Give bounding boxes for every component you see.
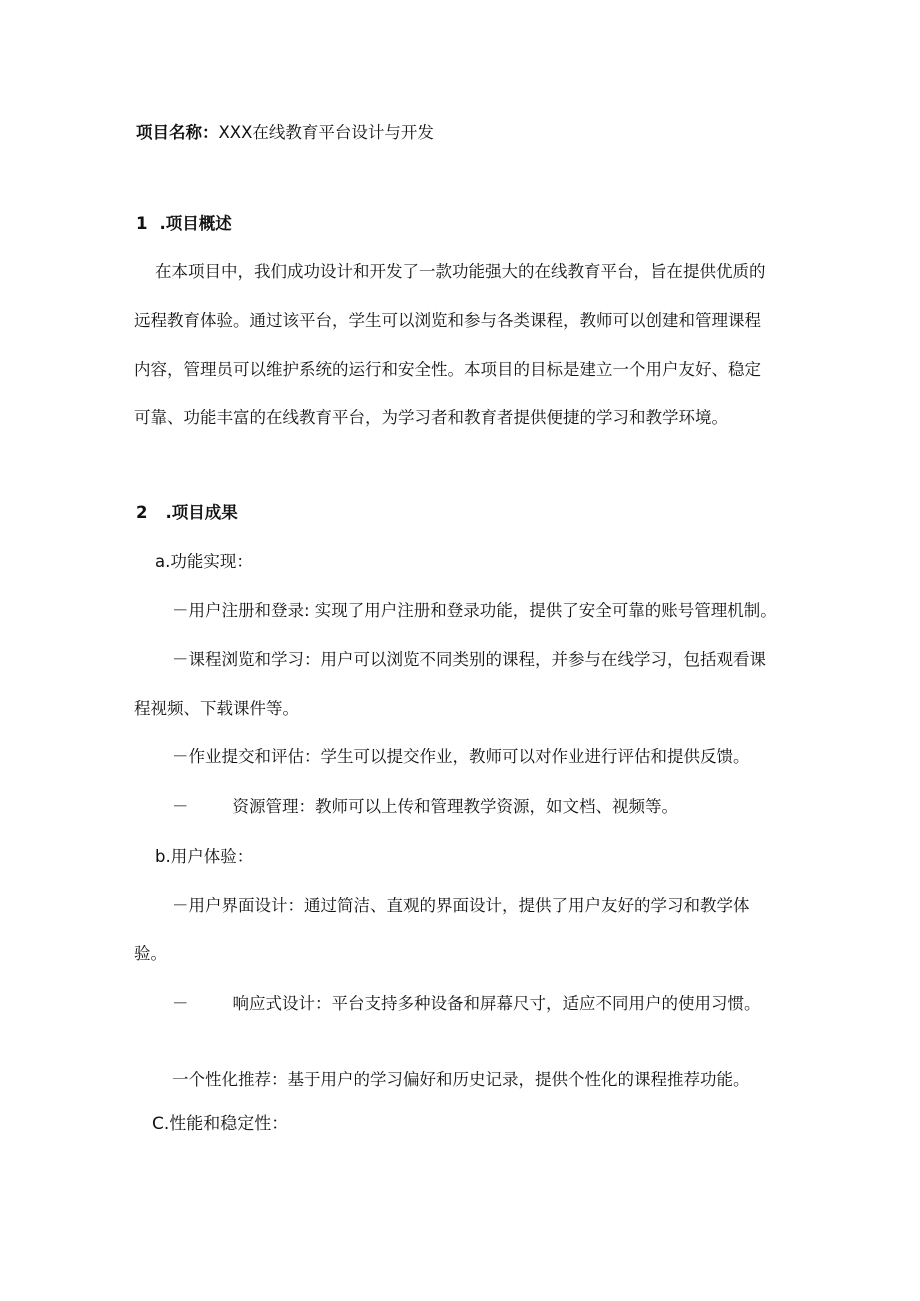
list-dash: － [172, 650, 189, 669]
experience-item [172, 894, 750, 918]
section-1-paragraph-line-4: 可靠、功能丰富的在线教育平台，为学习者和教育者提供便捷的学习和教学环境。 [134, 408, 728, 427]
list-dash: － [172, 797, 189, 816]
section-1-number: 1 [136, 214, 148, 233]
project-title [136, 121, 434, 145]
section-1-paragraph-line-3: 内容，管理员可以维护系统的运行和安全性。本项目的目标是建立一个用户友好、稳定 [134, 360, 761, 379]
project-label: 项目名称： [136, 123, 219, 142]
section-1-paragraph-line-2: 远程教育体验。通过该平台，学生可以浏览和参与各类课程，教师可以创建和管理课程 [134, 311, 761, 330]
subsection-c-heading: C.性能和稳定性： [152, 1114, 289, 1134]
list-dash: － [172, 747, 189, 766]
subsection-a-heading: a.功能实现： [155, 552, 253, 571]
feature-item [172, 745, 750, 769]
experience-item-text: 用户界面设计：通过简洁、直观的界面设计，提供了用户友好的学习和教学体 [188, 896, 750, 915]
feature-item [172, 648, 766, 672]
list-dash: － [172, 601, 189, 620]
feature-item-text: 作业提交和评估：学生可以提交作业，教师可以对作业进行评估和提供反馈。 [188, 747, 750, 766]
feature-item [172, 795, 678, 819]
experience-item-text: 响应式设计：平台支持多种设备和屏幕尺寸，适应不同用户的使用习惯。 [232, 994, 761, 1013]
feature-item-text: 用户注册和登录: 实现了用户注册和登录功能，提供了安全可靠的账号管理机制。 [188, 601, 777, 620]
section-1-paragraph-line-1: 在本项目中，我们成功设计和开发了一款功能强大的在线教育平台，旨在提供优质的 [155, 262, 766, 281]
feature-item-continuation: 程视频、下载课件等。 [134, 699, 299, 718]
feature-item-text: 资源管理：教师可以上传和管理教学资源，如文档、视频等。 [232, 797, 678, 816]
subsection-b-heading: b.用户体验： [155, 847, 254, 866]
feature-item [172, 599, 777, 623]
feature-item-text: 课程浏览和学习：用户可以浏览不同类别的课程，并参与在线学习，包括观看课 [188, 650, 766, 669]
project-name: XXX在线教育平台设计与开发 [218, 123, 434, 142]
experience-item-personalized: 一个性化推荐：基于用户的学习偏好和历史记录，提供个性化的课程推荐功能。 [172, 1070, 750, 1089]
section-1-heading [136, 212, 232, 236]
list-dash: － [172, 896, 189, 915]
section-2-heading [136, 501, 238, 525]
experience-item-continuation: 验。 [134, 944, 167, 963]
experience-item [172, 992, 761, 1016]
section-2-title: .项目成果 [165, 503, 238, 522]
list-dash: － [172, 994, 189, 1013]
section-1-title: .项目概述 [159, 214, 232, 233]
section-2-number: 2 [136, 503, 148, 522]
